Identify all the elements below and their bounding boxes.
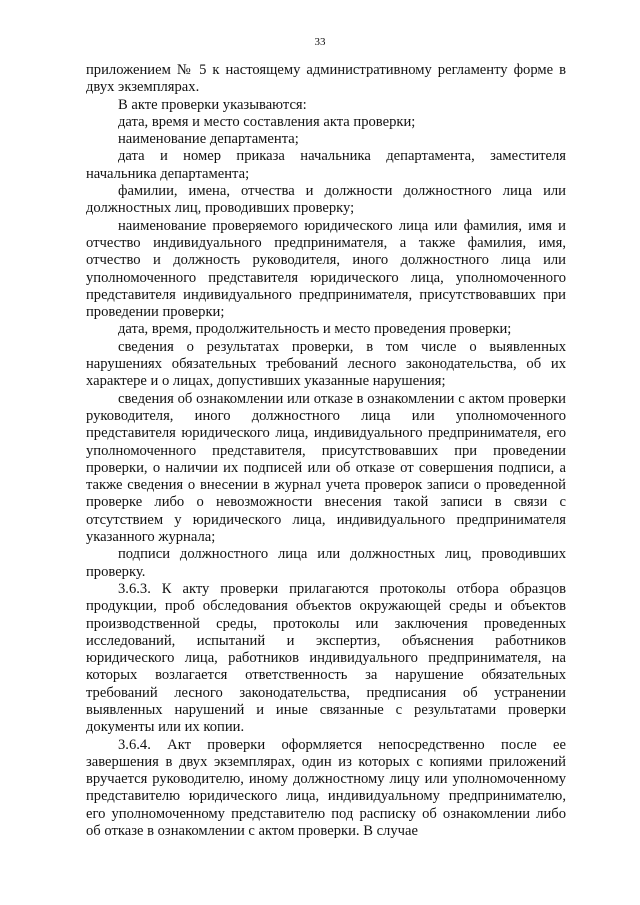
paragraph-continuation: приложением № 5 к настоящему административному регламенту форме в двух экземплярах.: [86, 62, 566, 96]
paragraph-act-contents-intro: В акте проверки указываются:: [118, 96, 307, 113]
paragraph-section-3-6-3: 3.6.3. К акту проверки прилагаются протоколы отбора образцов продукции, проб обследования объектов окружающей среды и объектов производственной среды, протоколы или заключения проведенных исследований, испытаний и экспертиз, объяснения работников юридического лица, работников индивидуального предпринимателя, на которых возлагается ответственность за нарушение обязательных требований лесного законодательства, предписания об устранении выявленных нарушений и иные связанные с результатами проверки документы или их копии.: [86, 580, 566, 736]
paragraph-item-inspection-results: сведения о результатах проверки, в том числе о выявленных нарушениях обязательных требований лесного законодательства, об их характере и о лицах, допустивших указанные нарушения;: [86, 338, 566, 390]
document-body: [86, 62, 566, 840]
paragraph-item-inspection-date-duration: дата, время, продолжительность и место проведения проверки;: [118, 321, 512, 338]
paragraph-item-order-date-number: дата и номер приказа начальника департамента, заместителя начальника департамента;: [86, 148, 566, 182]
paragraph-section-3-6-4: 3.6.4. Акт проверки оформляется непосредственно после ее завершения в двух экземплярах, один из которых с копиями приложений вручается руководителю, иному должностному лицу или уполномоченному представителю юридического лица, индивидуальному предпринимателю, его уполномоченному представителю под расписку об ознакомлении либо об отказе в ознакомлении с актом проверки. В случае: [86, 736, 566, 840]
paragraph-item-inspectors-names: фамилии, имена, отчества и должности должностного лица или должностных лиц, проводивших проверку;: [86, 183, 566, 217]
paragraph-item-signatures: подписи должностного лица или должностных лиц, проводивших проверку.: [86, 546, 566, 580]
page-number: 33: [314, 36, 326, 48]
paragraph-item-date-place: дата, время и место составления акта проверки;: [118, 113, 416, 130]
paragraph-item-department-name: наименование департамента;: [118, 131, 299, 148]
paragraph-item-inspected-entity: наименование проверяемого юридического лица или фамилия, имя и отчество индивидуального предпринимателя, а также фамилия, имя, отчество и должность руководителя, иного должностного лица или уполномоченного представителя юридического лица, уполномоченного представителя индивидуального предпринимателя, присутствовавших при проведении проверки;: [86, 217, 566, 321]
paragraph-item-acquaintance-info: сведения об ознакомлении или отказе в ознакомлении с актом проверки руководителя, иного должностного лица или уполномоченного представителя юридического лица, индивидуального предпринимателя, его уполномоченного представителя, присутствовавших при проведении проверки, о наличии их подписей или об отказе от совершения подписи, а также сведения о внесении в журнал учета проверок записи о проведенной проверке либо о невозможности внесения такой записи в связи с отсутствием у юридического лица, индивидуального предпринимателя указанного журнала;: [86, 390, 566, 546]
